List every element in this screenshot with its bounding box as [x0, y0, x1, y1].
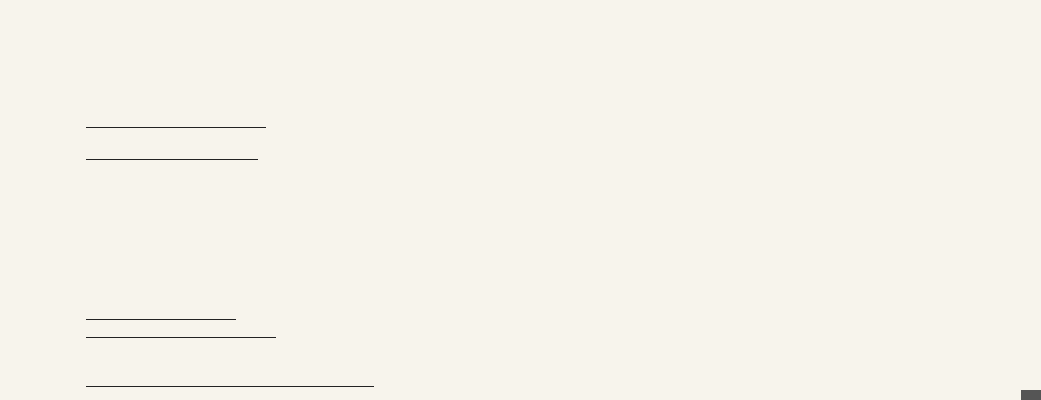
underline-73 — [86, 386, 374, 387]
underline-69 — [86, 319, 236, 320]
underline-59 — [86, 127, 266, 128]
underline-61 — [86, 159, 258, 160]
underline-70 — [86, 337, 276, 338]
watermark — [1021, 390, 1041, 400]
